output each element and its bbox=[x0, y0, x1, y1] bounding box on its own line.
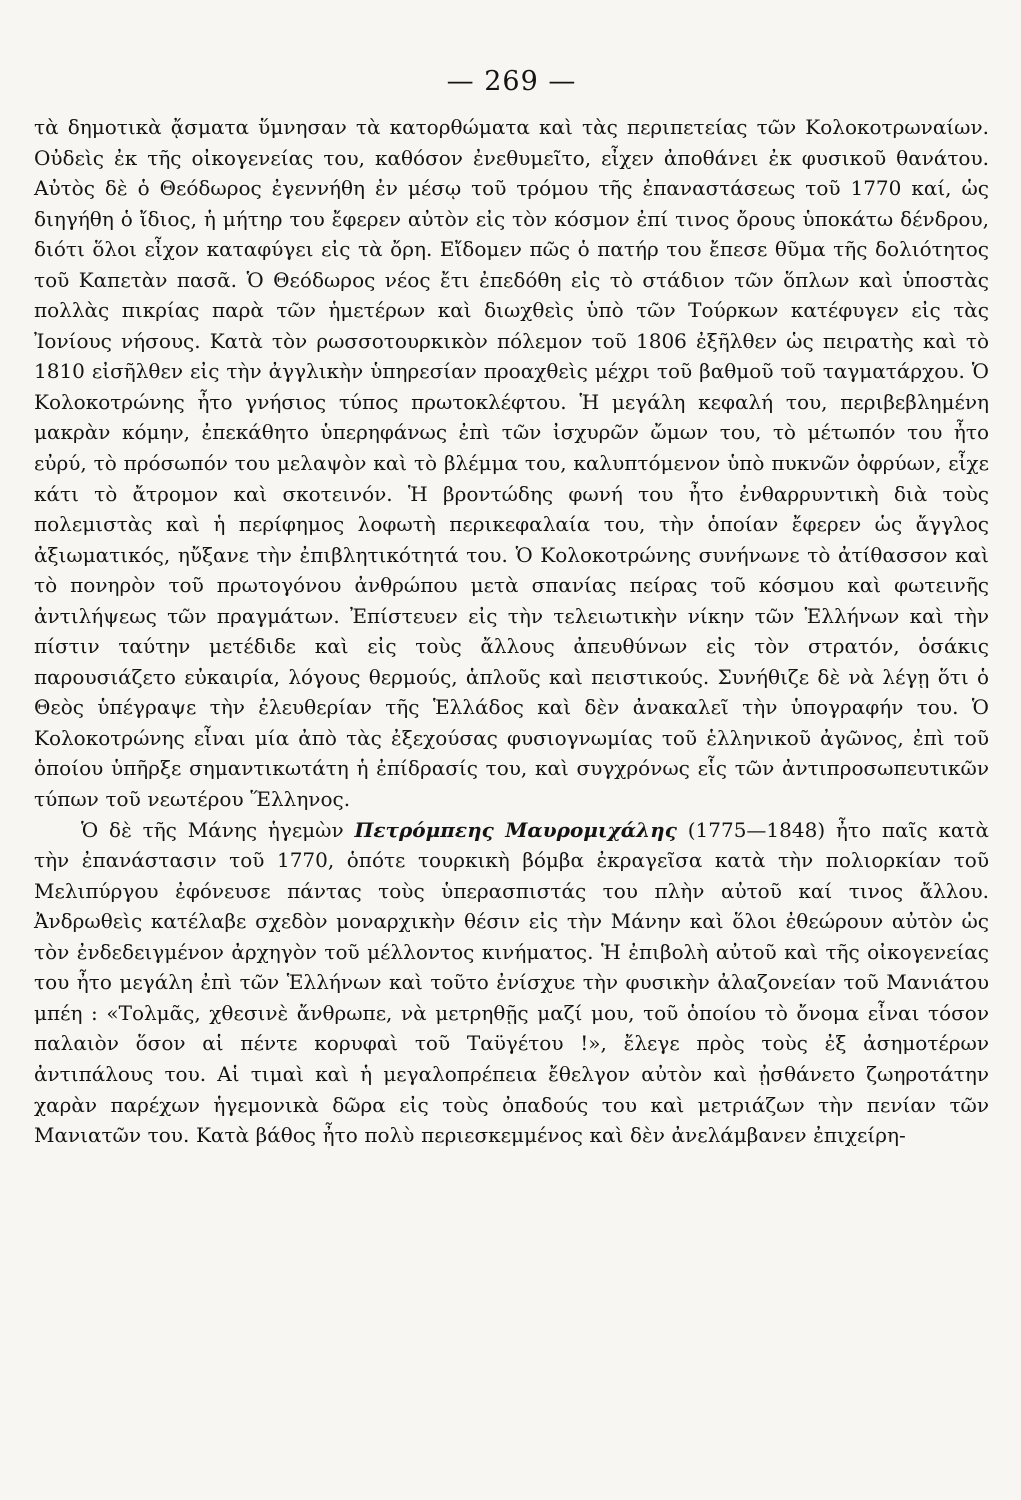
paragraph-lead-text: Ὁ δὲ τῆς Μάνης ἡγεμὼν bbox=[81, 817, 355, 842]
person-name: Πετρόμπεης Μαυρομιχάλης bbox=[354, 817, 677, 842]
paragraph-continuation-text: (1775—1848) ἦτο παῖς κατὰ τὴν ἐπανάστασιν τοῦ 1770, ὁπότε τουρκικὴ βόμβα ἐκραγεῖσα κατὰ τὴν πολιορκίαν τοῦ Μελιπύργου ἐφόνευσε πάντας τοὺς ὑπερασπιστάς του πλὴν αὐτοῦ καί τινος ἄλλου. Ἀνδρωθεὶς κατέλαβε σχεδὸν μοναρχικὴν θέσιν εἰς τὴν Μάνην καὶ ὅλοι ἐθεώρουν αὐτὸν ὡς τὸν ἐνδεδειγμένον ἀρχηγὸν τοῦ μέλλοντος κινήματος. Ἡ ἐπιβολὴ αὐτοῦ καὶ τῆς οἰκογενείας του ἦτο μεγάλη ἐπὶ τῶν Ἑλλήνων καὶ τοῦτο ἐνίσχυε τὴν φυσικὴν ἀλαζονείαν τοῦ Μανιάτου μπέη : «Τολμᾶς, χθεσινὲ ἄνθρωπε, νὰ μετρηθῇς μαζί μου, τοῦ ὁποίου τὸ ὄνομα εἶναι τόσον παλαιὸν ὅσον αἱ πέντε κορυφαὶ τοῦ Ταϋγέτου !», ἔλεγε πρὸς τοὺς ἐξ ἀσημοτέρων ἀντιπάλους του. Αἱ τιμαὶ καὶ ἡ μεγαλοπρέπεια ἔθελγον αὐτὸν καὶ ᾐσθάνετο ζωηροτάτην χαρὰν παρέχων ἡγεμονικὰ δῶρα εἰς τοὺς ὀπαδούς του καὶ μετριάζων τὴν πενίαν τῶν Μανιατῶν του. Κατὰ βάθος ἦτο πολὺ περιεσκεμμένος καὶ δὲν ἀνελάμβανεν ἐπιχείρη- bbox=[34, 817, 989, 1148]
page-body bbox=[34, 112, 989, 1151]
page-number: — 269 — bbox=[446, 66, 577, 97]
paragraph-kolokotronis: τὰ δημοτικὰ ᾄσματα ὕμνησαν τὰ κατορθώματα καὶ τὰς περιπετείας τῶν Κολοκοτρωναίων. Οὐδεὶς ἐκ τῆς οἰκογενείας του, καθόσον ἐνεθυμεῖτο, εἶχεν ἀποθάνει ἐκ φυσικοῦ θανάτου. Αὐτὸς δὲ ὁ Θεόδωρος ἐγεννήθη ἐν μέσῳ τοῦ τρόμου τῆς ἐπαναστάσεως τοῦ 1770 καί, ὡς διηγήθη ὁ ἴδιος, ἡ μήτηρ του ἔφερεν αὐτὸν εἰς τὸν κόσμον ἐπί τινος ὄρους ὑποκάτω δένδρου, διότι ὅλοι εἶχον καταφύγει εἰς τὰ ὄρη. Εἴδομεν πῶς ὁ πατήρ του ἔπεσε θῦμα τῆς δολιότητος τοῦ Καπετὰν πασᾶ. Ὁ Θεόδωρος νέος ἔτι ἐπεδόθη εἰς τὸ στάδιον τῶν ὅπλων καὶ ὑποστὰς πολλὰς πικρίας παρὰ τῶν ἡμετέρων καὶ διωχθεὶς ὑπὸ τῶν Τούρκων κατέφυγεν εἰς τὰς Ἰονίους νήσους. Κατὰ τὸν ρωσσοτουρκικὸν πόλεμον τοῦ 1806 ἐξῆλθεν ὡς πειρατὴς καὶ τὸ 1810 εἰσῆλθεν εἰς τὴν ἀγγλικὴν ὑπηρεσίαν προαχθεὶς μέχρι τοῦ βαθμοῦ τοῦ ταγματάρχου. Ὁ Κολοκοτρώνης ἦτο γνήσιος τύπος πρωτοκλέφτου. Ἡ μεγάλη κεφαλή του, περιβεβλημένη μακρὰν κόμην, ἐπεκάθητο ὑπερηφάνως ἐπὶ τῶν ἰσχυρῶν ὤμων του, τὸ μέτωπόν του ἦτο εὐρύ, τὸ πρόσωπόν του μελαψὸν καὶ τὸ βλέμμα του, καλυπτόμενον ὑπὸ πυκνῶν ὀφρύων, εἶχε κάτι τὸ ἄτρομον καὶ σκοτεινόν. Ἡ βροντώδης φωνή του ἦτο ἐνθαρρυντικὴ διὰ τοὺς πολεμιστὰς καὶ ἡ περίφημος λοφωτὴ περικεφαλαία του, τὴν ὁποίαν ἔφερεν ὡς ἄγγλος ἀξιωματικός, ηὔξανε τὴν ἐπιβλητικότητά του. Ὁ Κολοκοτρώνης συνήνωνε τὸ ἀτίθασσον καὶ τὸ πονηρὸν τοῦ πρωτογόνου ἀνθρώπου μετὰ σπανίας πείρας τοῦ κόσμου καὶ φωτεινῆς ἀντιλήψεως τῶν πραγμάτων. Ἐπίστευεν εἰς τὴν τελειωτικὴν νίκην τῶν Ἑλλήνων καὶ τὴν πίστιν ταύτην μετέδιδε καὶ εἰς τοὺς ἄλλους ἀπευθύνων εἰς τὸν στρατόν, ὁσάκις παρουσιάζετο εὐκαιρία, λόγους θερμούς, ἁπλοῦς καὶ πειστικούς. Συνήθιζε δὲ νὰ λέγῃ ὅτι ὁ Θεὸς ὑπέγραψε τὴν ἐλευθερίαν τῆς Ἑλλάδος καὶ δὲν ἀνακαλεῖ τὴν ὑπογραφήν του. Ὁ Κολοκοτρώνης εἶναι μία ἀπὸ τὰς ἐξεχούσας φυσιογνωμίας τοῦ ἑλληνικοῦ ἀγῶνος, ἐπὶ τοῦ ὁποίου ὑπῆρξε σημαντικωτάτη ἡ ἐπίδρασίς του, καὶ συγχρόνως εἷς τῶν ἀντιπροσωπευτικῶν τύπων τοῦ νεωτέρου Ἕλληνος. bbox=[34, 115, 989, 812]
book-page bbox=[34, 62, 989, 1482]
paragraph-mavromichalis bbox=[34, 815, 989, 1151]
